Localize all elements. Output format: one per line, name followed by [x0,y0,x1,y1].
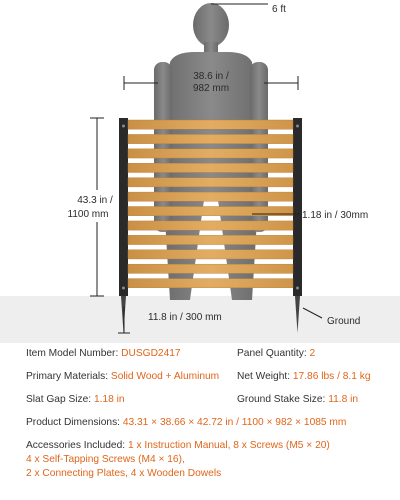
spec-model-value: DUSGD2417 [121,348,181,359]
stake-label: 11.8 in / 300 mm [148,312,222,323]
slat-gap-label: 1.18 in / 30mm [302,210,369,221]
fence-slat [128,235,293,244]
fence-slat [128,163,293,172]
spec-weight-label: Net Weight: [237,371,291,382]
height-label-in: 43.3 in / [77,195,113,206]
fence-post-left [119,118,128,296]
spec-accessories-label: Accessories Included: [26,440,126,451]
ground-label: Ground [327,316,361,327]
fence-slat [128,134,293,143]
spec-list [0,343,400,500]
spec-slat-gap-value: 1.18 in [93,394,125,405]
fence-slat [128,178,293,187]
spec-accessories [26,439,330,452]
spec-accessories-cont [26,453,185,466]
spec-slat-gap [26,393,125,406]
spec-accessories-line3: 2 x Connecting Plates, 4 x Wooden Dowels [26,468,222,479]
spec-weight [237,370,370,383]
height-label-mm: 1100 mm [67,209,109,220]
spec-model [26,347,181,360]
spec-materials [26,370,219,383]
spec-dimensions-value: 43.31 × 38.66 × 42.72 in / 1100 × 982 × 1085 mm [122,417,347,428]
fence-slat [128,250,293,259]
spec-accessories-line1: 1 x Instruction Manual, 8 x Screws (M5 × 20) [127,440,330,451]
spec-panel-qty-value: 2 [309,348,316,359]
spec-materials-label: Primary Materials: [26,371,109,382]
fence-slat [128,149,293,158]
fence-slat [128,264,293,273]
fence-slat [128,192,293,201]
fence-post-right [293,118,302,296]
fence-slat [128,221,293,230]
fence-slat [128,120,293,129]
post-screw [122,287,125,290]
width-label-in: 38.6 in / [193,71,229,82]
spec-materials-value: Solid Wood + Aluminum [110,371,220,382]
spec-dimensions [26,416,346,429]
spec-slat-gap-label: Slat Gap Size: [26,394,92,405]
spec-panel-qty [237,347,315,360]
spec-model-label: Item Model Number: [26,348,119,359]
person-height-label: 6 ft [272,4,286,15]
spec-stake-size-value: 11.8 in [328,394,359,405]
spec-panel-qty-label: Panel Quantity: [237,348,307,359]
post-screw [122,125,125,128]
spec-accessories-line2: 4 x Self-Tapping Screws (M4 × 16), [26,454,185,465]
spec-stake-size [237,393,358,406]
width-label-mm: 982 mm [192,83,230,94]
spec-dimensions-label: Product Dimensions: [26,417,120,428]
spec-stake-size-label: Ground Stake Size: [237,394,326,405]
fence-slat [128,279,293,288]
post-screw [296,287,299,290]
spec-accessories-cont [26,467,221,480]
spec-weight-value: 17.86 lbs / 8.1 kg [292,371,371,382]
post-screw [296,125,299,128]
